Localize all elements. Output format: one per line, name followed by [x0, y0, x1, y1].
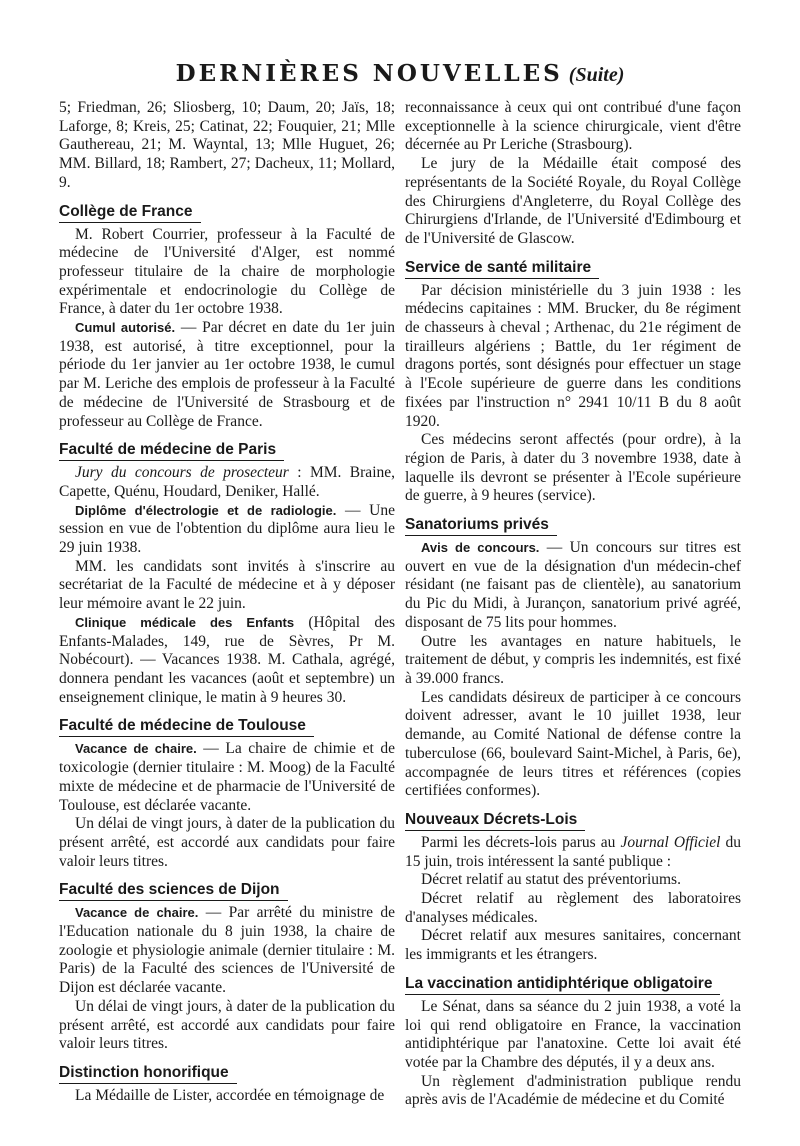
paragraph-text: (Hôpital des Enfants-Malades, 149, rue de Sèvres, Pr M. Nobécourt). — Vacances 1938. M. Cathala, agrégé, donnera pendant les vacances (août et septembre) un enseignement clinique, le matin à 9 heures 30. [59, 613, 395, 706]
section-decrets-lois [405, 810, 741, 965]
paragraph [59, 614, 395, 708]
paragraph-text: Parmi les décrets-lois parus au [421, 833, 621, 851]
paragraph: Décret relatif au règlement des laboratoires d'analyses médicales. [405, 890, 741, 926]
runin-heading: Vacance de chaire. [75, 741, 197, 757]
paragraph-text: — Par décret en date du 1er juin 1938, est autorisé, à titre exceptionnel, pour la période du 1er janvier au 1er octobre 1938, le cumul par M. Leriche des emplois de professeur à la Faculté de médecine de l'Université de Strasbourg et de professeur au Collège de France. [59, 319, 395, 430]
paragraph: MM. les candidats sont invités à s'inscrire au secrétariat de la Faculté de médecine et à y déposer leur mémoire avant le 22 juin. [59, 557, 395, 613]
section-heading: Faculté de médecine de Paris [59, 440, 284, 461]
paragraph: Le Sénat, dans sa séance du 2 juin 1938, a voté la loi qui rend obligatoire en France, la vaccination antidiphtérique par l'anatoxine. Cette loi avait été votée par la Chambre des députés, il y a deux ans. [405, 997, 741, 1071]
paragraph: La Médaille de Lister, accordée en témoignage de [75, 1086, 385, 1104]
section-distinction [59, 1063, 395, 1106]
section-heading: Distinction honorifique [59, 1063, 237, 1084]
section-heading: Faculté des sciences de Dijon [59, 880, 288, 901]
italic-lead: Jury du concours de prosecteur [75, 464, 289, 482]
paragraph [405, 539, 741, 633]
paragraph: Un délai de vingt jours, à dater de la publication du présent arrêté, est accordé aux candidats pour faire valoir leurs titres. [59, 997, 395, 1053]
section-heading: La vaccination antidiphtérique obligatoire [405, 974, 720, 995]
section-college-de-france [59, 202, 395, 432]
paragraph-text: — La chaire de chimie et de toxicologie (dernier titulaire : M. Moog) de la Faculté mixte de médecine et de pharmacie de l'Université de Toulouse, est déclarée vacante. [59, 740, 395, 814]
page-title-suite: (Suite) [568, 64, 625, 86]
paragraph: Outre les avantages en nature habituels, le traitement de début, y compris les indemnités, est fixé à 39.000 francs. [405, 632, 741, 687]
paragraph [59, 904, 395, 998]
page-title [0, 60, 800, 89]
runin-heading: Avis de concours. [421, 540, 540, 556]
paragraph [59, 319, 395, 431]
runin-heading: Clinique médicale des Enfants [75, 614, 295, 630]
paragraph-text: du 15 juin, trois intéressent la santé publique : [405, 833, 742, 870]
section-heading: Faculté de médecine de Toulouse [59, 716, 314, 737]
paragraph: Un délai de vingt jours, à dater de la publication du présent arrêté, est accordé aux candidats pour faire valoir leurs titres. [59, 815, 395, 870]
paragraph-text: — Par arrêté du ministre de l'Education nationale du 8 juin 1938, la chaire de zoologie et physiologie animale (dernier titulaire : M. Paris) de la Faculté des sciences de l'Université de Dijon est déclarée vacante. [59, 904, 396, 997]
section-sanatoriums [405, 515, 741, 801]
paragraph: Décret relatif au statut des préventoriums. [421, 871, 681, 889]
continued-text: reconnaissance à ceux qui ont contribué d'une façon exceptionnelle à la science chirurgicale, vient d'être décernée au Pr Leriche (Strasbourg). [405, 99, 741, 154]
section-heading: Service de santé militaire [405, 258, 599, 279]
left-column [59, 99, 395, 1106]
section-faculte-paris [59, 440, 395, 707]
section-faculte-dijon [59, 880, 395, 1054]
paragraph-text: — Une session en vue de l'obtention du diplôme aura lieu le 29 juin 1938. [59, 501, 395, 557]
runin-heading: Vacance de chaire. [75, 905, 199, 921]
runin-heading: Cumul autorisé. [75, 320, 176, 336]
paragraph [405, 834, 741, 871]
journal-title: Journal Officiel [620, 833, 721, 851]
paragraph: Décret relatif aux mesures sanitaires, concernant les immigrants et les étrangers. [405, 927, 741, 964]
paragraph [59, 740, 395, 815]
paragraph: Un règlement d'administration publique rendu après avis de l'Académie de médecine et du Comité [405, 1072, 741, 1109]
section-faculte-toulouse [59, 716, 395, 871]
paragraph: M. Robert Courrier, professeur à la Faculté de médecine de l'Université d'Alger, est nommé professeur titulaire de la chaire de morphologie expérimentale et endocrinologie du Collège de France, à dater du 1er octobre 1938. [59, 225, 395, 318]
paragraph [59, 502, 395, 558]
paragraph: Ces médecins seront affectés (pour ordre), à la région de Paris, à dater du 3 novembre 1938, date à laquelle ils devront se présenter à l'Ecole supérieure de guerre, à 9 heures (service). [405, 431, 741, 505]
section-vaccination [405, 974, 741, 1110]
section-heading: Nouveaux Décrets-Lois [405, 810, 585, 831]
paragraph: Les candidats désireux de participer à ce concours doivent adresser, avant le 10 juillet 1938, leur demande, au Comité National de défense contre la tuberculose (66, boulevard Saint-Michel, à Paris, 6e), accompagnée de leurs titres et références (copies certifiées conformes). [405, 688, 741, 800]
paragraph-text: — Un concours sur titres est ouvert en vue de la désignation d'un médecin-chef résidant (ne faisant pas de clientèle), au sanatorium du Pic du Midi, à Jurançon, sanatorium privé agréé, disposant de 75 lits pour hommes. [405, 539, 741, 631]
paragraph: Par décision ministérielle du 3 juin 1938 : les médecins capitaines : MM. Brucker, du 8e régiment de chasseurs à cheval ; Arthenac, du 21e régiment de tirailleurs algériens ; Battle, du 1er régiment de dragons portés, sont désignés pour effectuer un stage à l'Ecole supérieure de guerre dans les conditions fixées par l'instruction n° 2941 10/11 B du 8 août 1920. [405, 281, 741, 430]
paragraph-text: : MM. Braine, Capette, Quénu, Houdard, Deniker, Hallé. [59, 464, 395, 500]
paragraph: Le jury de la Médaille était composé des représentants de la Société Royale, du Royal Collège des Chirurgiens d'Angleterre, du Royal Collège des Chirurgiens d'Irlande, de l'Université d'Edimbourg et de l'Université de Glascow. [405, 155, 741, 247]
runin-heading: Diplôme d'électrologie et de radiologie. [75, 502, 337, 518]
right-column [405, 99, 741, 1110]
page-title-text: DERNIÈRES NOUVELLES [175, 60, 563, 87]
section-sante-militaire [405, 258, 741, 506]
section-heading: Sanatoriums privés [405, 515, 557, 536]
continued-text: 5; Friedman, 26; Sliosberg, 10; Daum, 20; Jaïs, 18; Laforge, 8; Kreis, 25; Catinat, 22; Fouquier, 21; Mlle Gauthereau, 21; M. Wayntal, 13; Mlle Huguet, 26; MM. Billard, 18; Rambert, 27; Dacheux, 11; Mollard, 9. [59, 99, 395, 191]
paragraph [59, 464, 395, 501]
section-heading: Collège de France [59, 202, 201, 223]
